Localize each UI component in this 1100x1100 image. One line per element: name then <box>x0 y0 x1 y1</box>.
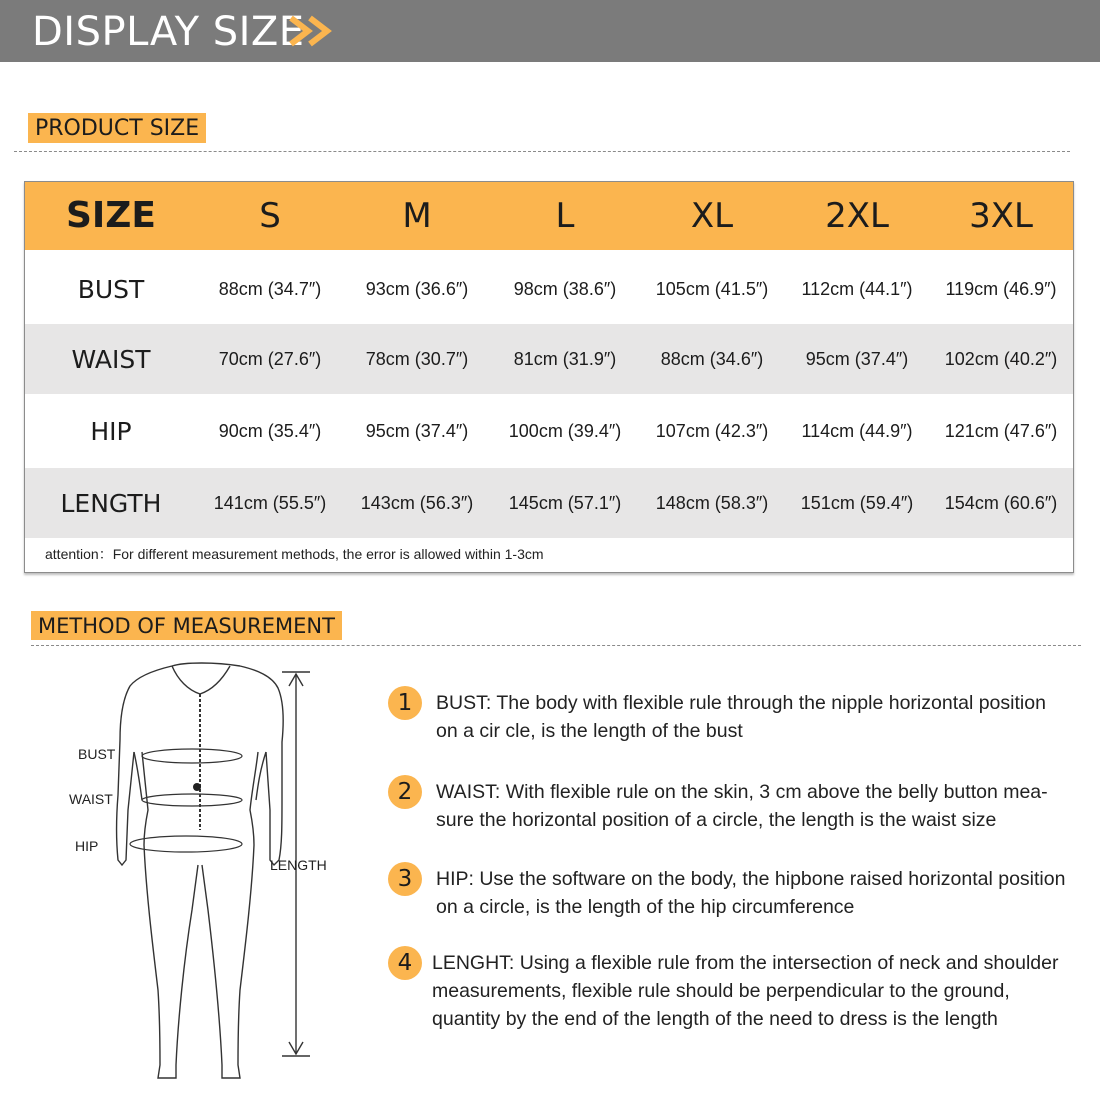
row-label: WAIST <box>71 344 151 374</box>
header-3xl: 3XL <box>969 196 1033 236</box>
step-text: WAIST: With flexible rule on the skin, 3 cm above the belly button mea-sure the horizontal position of a circle, the length is the waist size <box>436 781 1048 831</box>
divider <box>31 645 1081 646</box>
table-cell: 78cm (30.7″) <box>365 348 469 369</box>
table-cell: 121cm (47.6″) <box>944 420 1058 441</box>
table-cell: 114cm (44.9″) <box>801 420 913 441</box>
table-cell: 100cm (39.4″) <box>508 420 622 441</box>
header-xl: XL <box>690 196 734 236</box>
table-cell: 95cm (37.4″) <box>805 348 909 369</box>
table-cell: 148cm (58.3″) <box>655 492 769 513</box>
table-row-length <box>25 468 1073 538</box>
table-cell: 154cm (60.6″) <box>944 492 1058 513</box>
method-of-measurement-label: METHOD OF MEASUREMENT <box>31 611 342 640</box>
table-cell: 143cm (56.3″) <box>360 492 474 513</box>
table-cell: 81cm (31.9″) <box>513 348 617 369</box>
header-2xl: 2XL <box>825 196 889 236</box>
table-cell: 105cm (41.5″) <box>655 278 769 299</box>
step-number-badge: 4 <box>388 946 422 980</box>
step-number-badge: 1 <box>388 686 422 720</box>
table-cell: 90cm (35.4″) <box>218 420 322 441</box>
size-table <box>24 181 1074 573</box>
body-measurement-figure <box>60 660 360 1090</box>
figure-label-hip: HIP <box>75 838 99 854</box>
header-m: M <box>402 196 432 236</box>
table-cell: 88cm (34.7″) <box>218 278 322 299</box>
product-size-label: PRODUCT SIZE <box>28 113 206 143</box>
table-cell: 107cm (42.3″) <box>655 420 769 441</box>
divider <box>14 151 1070 152</box>
table-cell: 88cm (34.6″) <box>660 348 764 369</box>
table-row-hip <box>25 394 1073 468</box>
figure-label-waist: WAIST <box>69 791 113 807</box>
table-cell: 141cm (55.5″) <box>213 492 327 513</box>
header-l: L <box>555 196 575 236</box>
table-cell: 119cm (46.9″) <box>945 278 1057 299</box>
measurement-step-2 <box>388 775 1088 845</box>
table-cell: 102cm (40.2″) <box>944 348 1058 369</box>
measurement-step-4 <box>388 946 1088 1046</box>
step-text: HIP: Use the software on the body, the hipbone raised horizontal position on a circle, is the length of the hip circumference <box>436 868 1066 918</box>
body-outline-illustration <box>60 660 360 1090</box>
table-cell: 95cm (37.4″) <box>365 420 469 441</box>
step-number-badge: 3 <box>388 862 422 896</box>
header-banner <box>0 0 1100 62</box>
table-row-bust <box>25 254 1073 324</box>
size-table-header <box>25 182 1073 250</box>
table-cell: 151cm (59.4″) <box>800 492 914 513</box>
row-label: BUST <box>77 274 145 304</box>
row-label: LENGTH <box>60 488 162 518</box>
table-cell: 93cm (36.6″) <box>365 278 469 299</box>
table-cell: 112cm (44.1″) <box>801 278 913 299</box>
banner-title: DISPLAY SIZE <box>32 9 305 55</box>
row-label: HIP <box>90 416 132 446</box>
figure-label-length: LENGTH <box>270 857 327 873</box>
figure-label-bust: BUST <box>78 746 116 762</box>
double-chevron-right-icon <box>288 14 338 48</box>
measurement-step-1 <box>388 686 1088 756</box>
step-number-badge: 2 <box>388 775 422 809</box>
table-cell: 98cm (38.6″) <box>513 278 617 299</box>
measurement-step-3 <box>388 862 1088 932</box>
table-cell: 70cm (27.6″) <box>218 348 322 369</box>
table-cell: 145cm (57.1″) <box>508 492 622 513</box>
table-row-waist <box>25 324 1073 394</box>
step-text: LENGHT: Using a flexible rule from the intersection of neck and shoulder measurements, flexible rule should be perpendicular to the ground, quantity by the end of the length of the need to dress is the length <box>432 952 1059 1030</box>
attention-note: attention：For different measurement methods, the error is allowed within 1-3cm <box>45 546 544 562</box>
header-size: SIZE <box>65 195 157 236</box>
header-s: S <box>259 196 281 236</box>
step-text: BUST: The body with flexible rule through the nipple horizontal position on a cir cle, is the length of the bust <box>436 692 1046 742</box>
